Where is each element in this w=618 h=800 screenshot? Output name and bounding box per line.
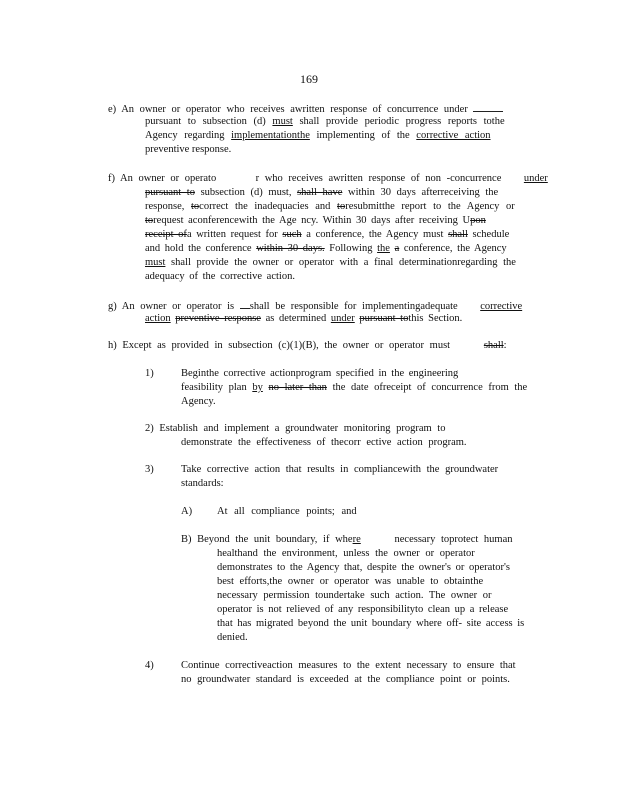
page-number: 169 — [300, 72, 318, 86]
item-3A-number: A) — [181, 506, 193, 517]
paragraph-f-line-5: receipt ofa written request for such a conference, the Agency must shall schedule — [145, 229, 510, 240]
item-3B-line-6: operator is not relieved of any responsibilityto clean up a release — [217, 604, 509, 615]
item-1-line-2: feasibility plan by no later than the date ofreceipt of concurrence from the — [181, 382, 528, 393]
item-2-line-2: demonstrate the effectiveness of thecorr ective action program. — [181, 437, 467, 448]
paragraph-f-line-4: torequest aconferencewith the Age ncy. Within 30 days after receiving Upon — [145, 215, 486, 226]
paragraph-e-line-1: e) An owner or operator who receives awritten response of concurrence under — [108, 101, 503, 116]
paragraph-f-line-7: must shall provide the owner or operator with a final determinationregarding the — [145, 257, 516, 268]
paragraph-f-line-2: pursuant to subsection (d) must, shall have within 30 days afterreceiving the — [145, 187, 499, 198]
item-3B-line-8: denied. — [217, 632, 248, 643]
paragraph-e-line-3: Agency regarding implementationthe implementing of the corrective action — [145, 130, 491, 141]
paragraph-f-line-3: response, tocorrect the inadequacies and toresubmitthe report to the Agency or — [145, 201, 515, 212]
item-1-number: 1) — [145, 368, 154, 379]
item-3B-line-5: necessary permission toundertake such action. The owner or — [217, 590, 492, 601]
paragraph-g-line-2: action preventive response as determined under pursuant tothis Section. — [145, 313, 463, 324]
item-3B-line-7: that has migrated beyond the unit boundary where off- site access is — [217, 618, 525, 629]
item-3-line-1: Take corrective action that results in compliancewith the groundwater — [181, 464, 499, 475]
item-3B-line-1: B) Beyond the unit boundary, if where necessary toprotect human — [181, 534, 513, 545]
paragraph-f-line-8: adequacy of the corrective action. — [145, 271, 295, 282]
item-4-line-2: no groundwater standard is exceeded at the compliance point or points. — [181, 674, 510, 685]
item-3-number: 3) — [145, 464, 154, 475]
item-3B-line-4: best efforts,the owner or operator was unable to obtainthe — [217, 576, 484, 587]
item-2-line-1: 2) Establish and implement a groundwater monitoring program to — [145, 423, 446, 434]
item-3B-line-2: healthand the environment, unless the owner or operator — [217, 548, 475, 559]
paragraph-e-line-2: pursuant to subsection (d) must shall provide periodic progress reports tothe — [145, 116, 505, 127]
paragraph-e-line-4: preventive response. — [145, 144, 232, 155]
item-4-line-1: Continue correctiveaction measures to the extent necessary to ensure that — [181, 660, 516, 671]
blank-underline — [240, 298, 250, 309]
item-3-line-2: standards: — [181, 478, 224, 489]
blank-underline — [473, 101, 503, 112]
paragraph-g-line-1: g) An owner or operator is shall be responsible for implementingadequate corrective — [108, 298, 522, 313]
paragraph-f-line-1: f) An owner or operato r who receives awritten response of non -concurrence under — [108, 173, 548, 184]
item-1-line-1: Beginthe corrective actionprogram specified in the engineering — [181, 368, 459, 379]
item-1-line-3: Agency. — [181, 396, 216, 407]
paragraph-h-line-1: h) Except as provided in subsection (c)(1)(B), the owner or operator must shall: — [108, 340, 507, 351]
item-4-number: 4) — [145, 660, 154, 671]
item-3B-line-3: demonstrates to the Agency that, despite the owner's or operator's — [217, 562, 510, 573]
item-3A-text: At all compliance points; and — [217, 506, 357, 517]
paragraph-f-line-6: and hold the conference within 30 days. Following the a conference, the Agency — [145, 243, 507, 254]
